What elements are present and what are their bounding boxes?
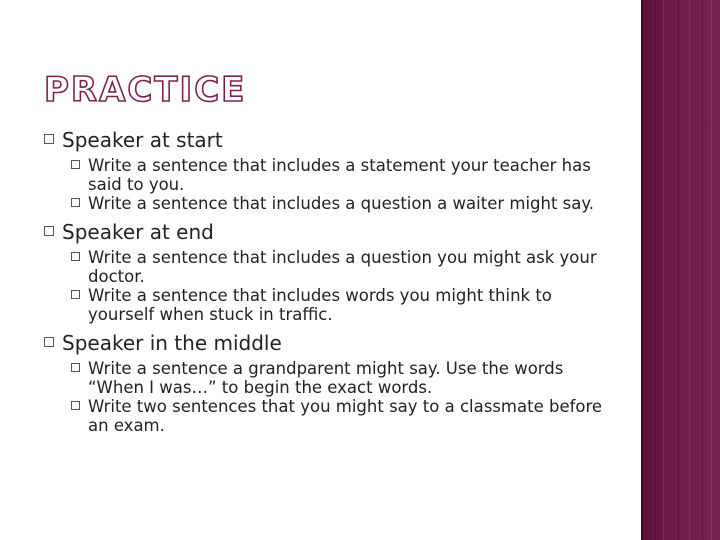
list-item-text: Write a sentence that includes a question a waiter might say. [88, 194, 595, 213]
side-panel-edge [641, 0, 643, 540]
section-speaker-at-end [44, 220, 619, 324]
square-bullet-icon [44, 226, 54, 236]
side-panel-glint [711, 0, 712, 540]
square-bullet-icon [71, 198, 80, 207]
section-heading [62, 220, 619, 244]
list-item-text: Write a sentence that includes a statement your teacher has said to you. [88, 156, 591, 194]
side-panel-stripe [678, 0, 679, 540]
square-bullet-icon [71, 252, 80, 261]
list-item [88, 397, 619, 435]
side-panel-stripe [655, 0, 656, 540]
side-panel-glint [689, 0, 690, 540]
square-bullet-icon [71, 401, 80, 410]
side-panel-stripe [702, 0, 703, 540]
section-heading-text: Speaker at start [62, 128, 223, 152]
list-item-text: Write a sentence a grandparent might say. Use the words “When I was…” to begin the exact words. [88, 359, 564, 397]
sub-bullet-list [62, 359, 619, 435]
side-panel-glint [663, 0, 664, 540]
section-heading [62, 331, 619, 355]
list-item [88, 248, 619, 286]
list-item [88, 359, 619, 397]
list-item-text: Write a sentence that includes a question you might ask your doctor. [88, 248, 597, 286]
section-speaker-in-the-middle [44, 331, 619, 435]
square-bullet-icon [44, 134, 54, 144]
sub-bullet-list [62, 248, 619, 324]
section-speaker-at-start [44, 128, 619, 213]
section-heading [62, 128, 619, 152]
square-bullet-icon [71, 290, 80, 299]
list-item [88, 156, 619, 194]
list-item [88, 194, 619, 213]
list-item [88, 286, 619, 324]
slide-content [44, 128, 619, 435]
square-bullet-icon [71, 363, 80, 372]
section-heading-text: Speaker at end [62, 220, 214, 244]
list-item-text: Write two sentences that you might say to a classmate before an exam. [88, 397, 603, 435]
decorative-side-panel [641, 0, 720, 540]
slide-title: PRACTICE [44, 70, 247, 110]
sub-bullet-list [62, 156, 619, 213]
square-bullet-icon [44, 337, 54, 347]
list-item-text: Write a sentence that includes words you might think to yourself when stuck in traffic. [88, 286, 552, 324]
square-bullet-icon [71, 160, 80, 169]
section-heading-text: Speaker in the middle [62, 331, 282, 355]
